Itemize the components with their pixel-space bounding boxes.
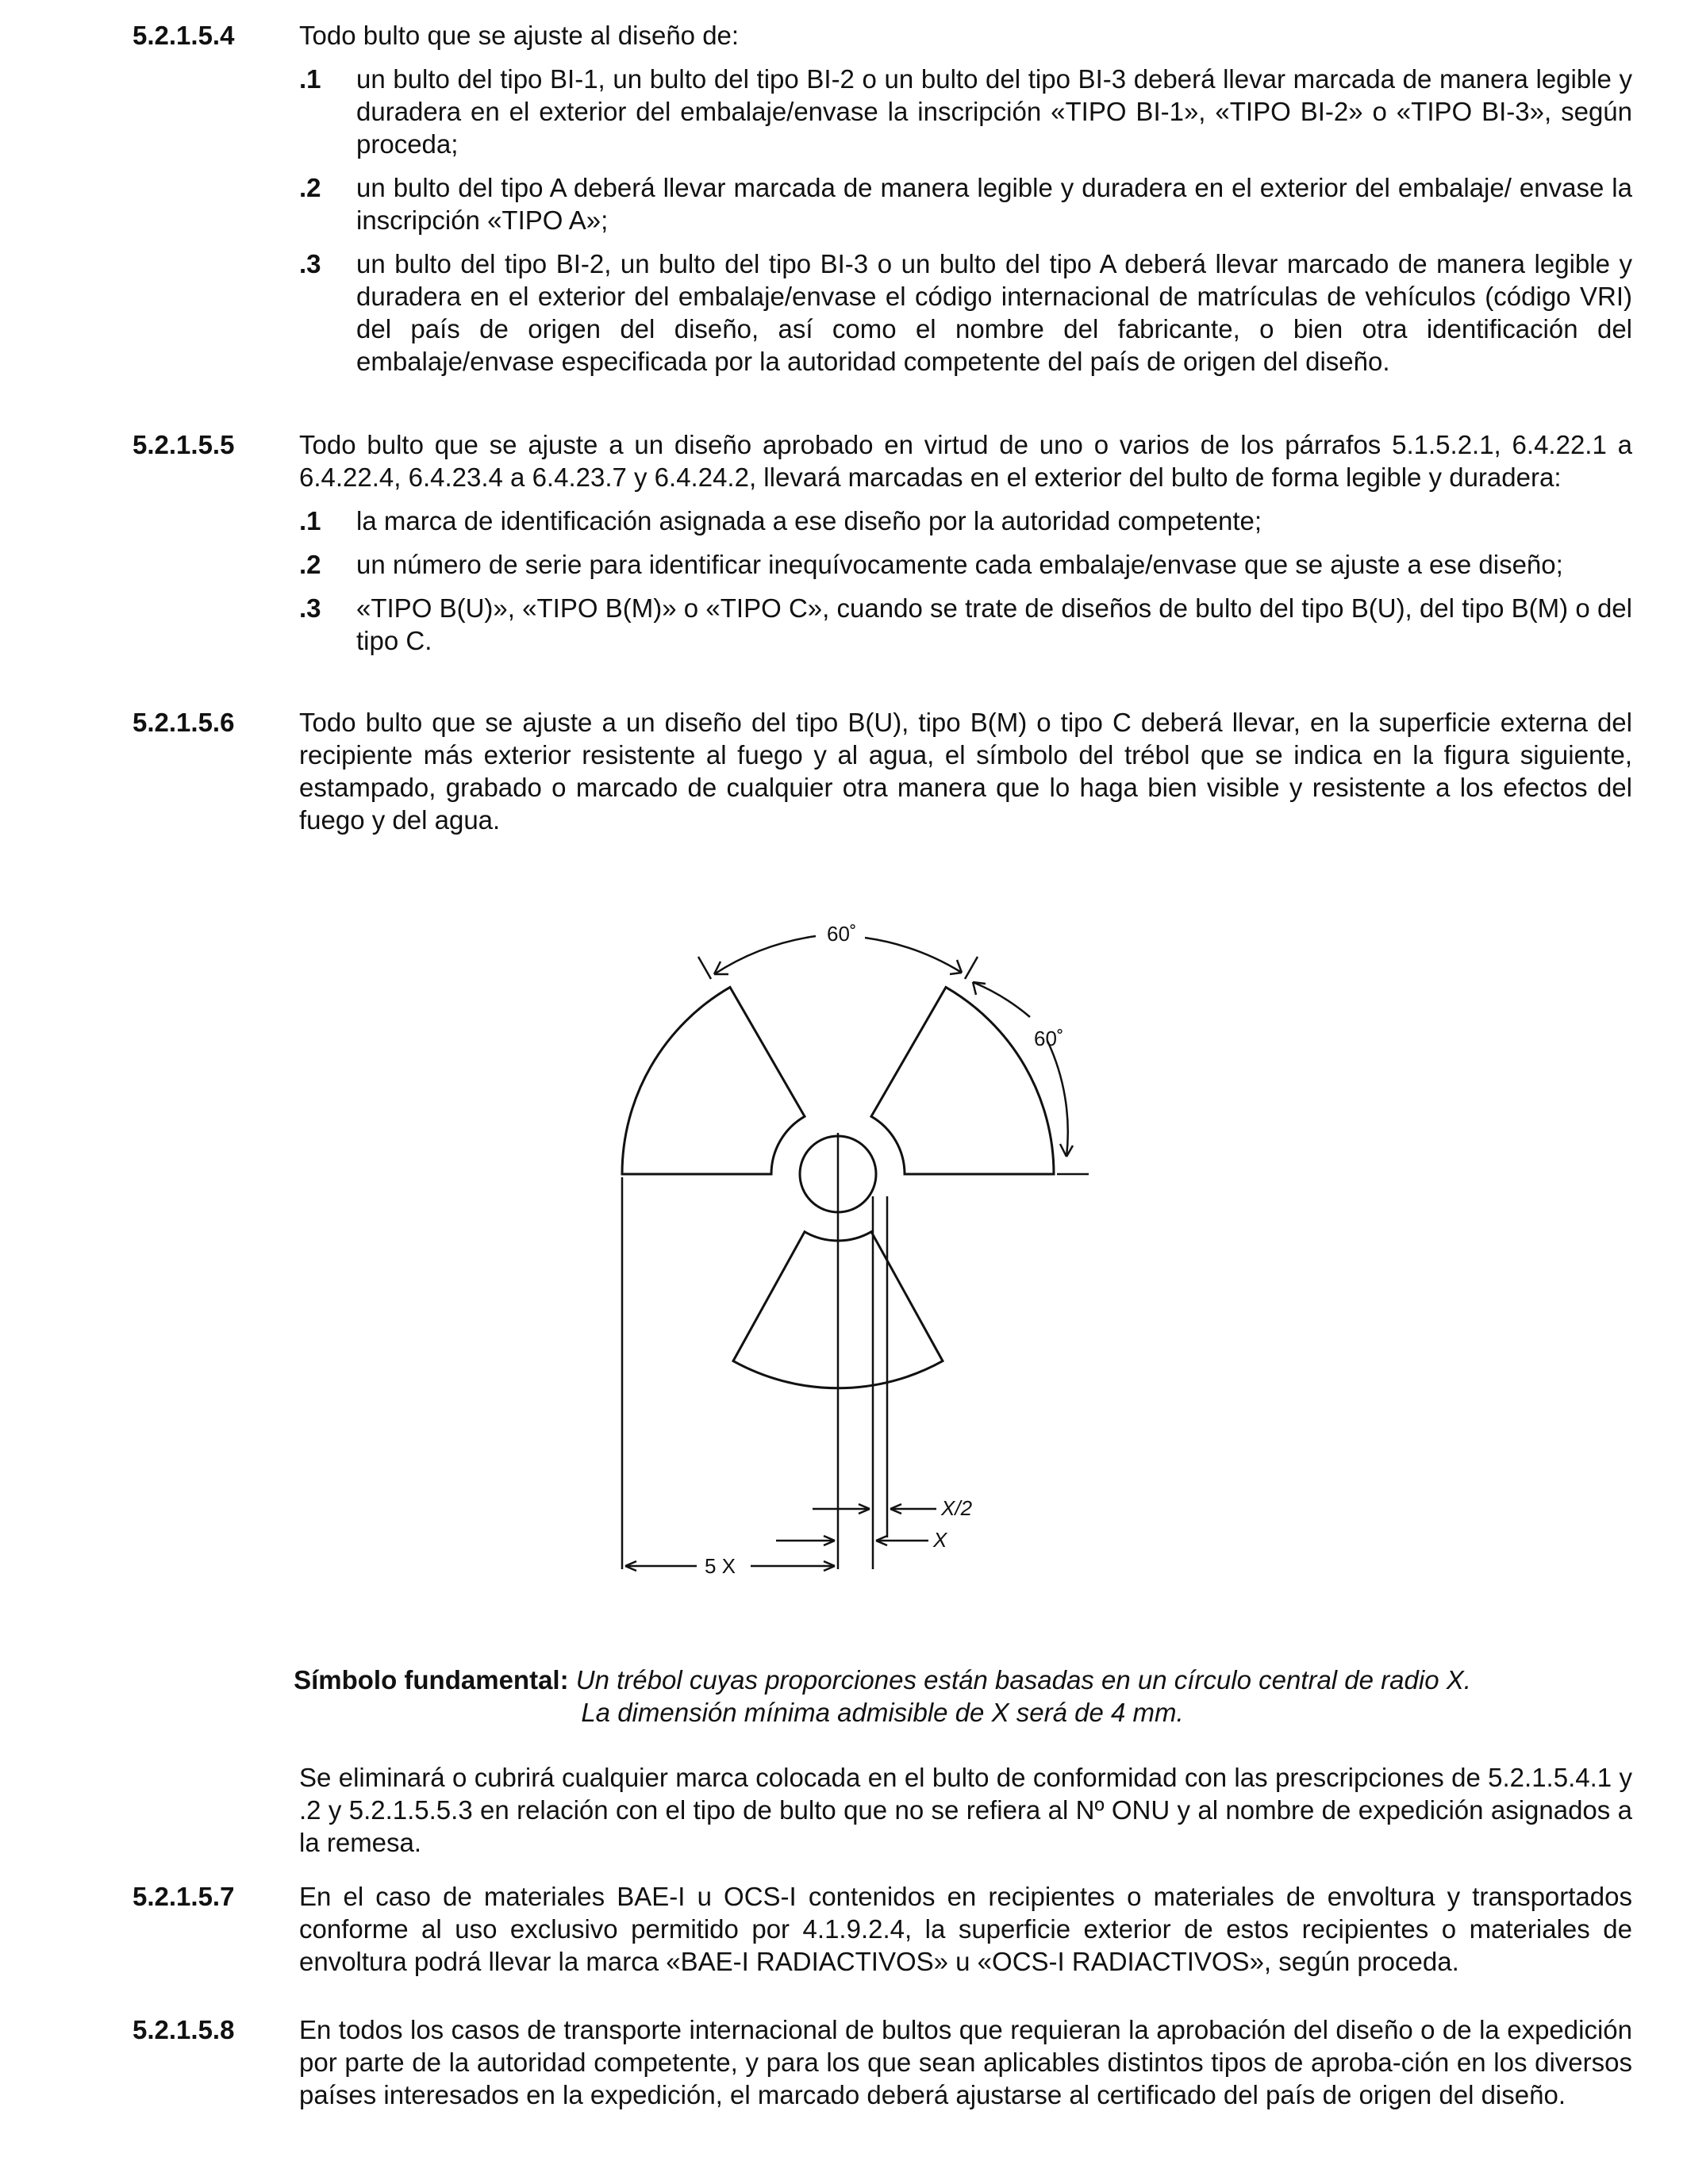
dimension-label-x: X (933, 1528, 947, 1552)
section-5-2-1-5-5 (133, 428, 1632, 657)
item-number: .2 (299, 550, 321, 579)
item-number: .3 (299, 593, 321, 623)
trefoil-figure (603, 895, 1111, 1609)
item-text: un bulto del tipo A deberá llevar marcada de manera legible y duradera en el exterior del embalaje/ envase la inscripción «TIPO A»; (356, 173, 1632, 235)
item-text: un bulto del tipo BI-2, un bulto del tipo BI-3 o un bulto del tipo A deberá llevar marcado de manera legible y duradera en el exterior del embalaje/envase el código internacional de matrículas de vehículos (código VRI) del país de origen del diseño, así como el nombre del fabricante, o bien otra identificación del embalaje/envase especificada por la autoridad competente del país de origen del diseño. (356, 249, 1632, 376)
section-intro: Todo bulto que se ajuste a un diseño aprobado en virtud de uno o varios de los párrafos 5.1.5.2.1, 6.4.22.1 a 6.4.22.4, 6.4.23.4 a 6.4.23.7 y 6.4.24.2, llevará marcadas en el exterior del bulto de forma legible y duradera: (299, 430, 1632, 492)
caption-bold: Símbolo fundamental: (294, 1665, 569, 1695)
section-text: En todos los casos de transporte internacional de bultos que requieran la aprobación del diseño o de la expedición por parte de la autoridad competente, y para los que sean aplicables distintos tipos de aproba-ción en los diversos países interesados en la expedición, el marcado deberá ajustarse al certificado del país de origen del diseño. (299, 2015, 1632, 2109)
dimension-label-5x: 5 X (705, 1554, 736, 1578)
item-number: .1 (299, 506, 321, 535)
caption-line-1: Un trébol cuyas proporciones están basadas en un círculo central de radio X. (575, 1665, 1471, 1695)
item-number: .2 (299, 173, 321, 202)
angle-label-top: 60˚ (827, 922, 857, 946)
list-item (299, 548, 1632, 581)
section-5-2-1-5-4 (133, 19, 1632, 378)
figure-caption (133, 1664, 1632, 1729)
section-intro: Todo bulto que se ajuste a un diseño del tipo B(U), tipo B(M) o tipo C deberá llevar, en la superficie externa del recipiente más exterior resistente al fuego y al agua, el símbolo del trébol que se indica en la figura siguiente, estampado, grabado o marcado de cualquier otra manera que lo haga bien visible y resistente a los efectos del fuego y del agua. (299, 708, 1632, 835)
item-number: .1 (299, 64, 321, 94)
item-text: un bulto del tipo BI-1, un bulto del tipo BI-2 o un bulto del tipo BI-3 deberá llevar marcada de manera legible y duradera en el exterior del embalaje/envase la inscripción «TIPO BI-1», «TIPO BI-2» o «TIPO BI-3», según proceda; (356, 64, 1632, 159)
caption-line-2: La dimensión mínima admisible de X será de 4 mm. (581, 1698, 1184, 1727)
section-number: 5.2.1.5.8 (133, 2015, 235, 2044)
list-item (299, 248, 1632, 378)
list-item (299, 171, 1632, 236)
section-number: 5.2.1.5.6 (133, 708, 235, 737)
section-number: 5.2.1.5.7 (133, 1882, 235, 1911)
item-text: «TIPO B(U)», «TIPO B(M)» o «TIPO C», cuando se trate de diseños de bulto del tipo B(U), del tipo B(M) o del tipo C. (356, 593, 1632, 655)
trefoil-blade-left (622, 987, 805, 1174)
paragraph-after-caption (133, 1761, 1632, 1859)
section-5-2-1-5-7 (133, 1880, 1632, 1978)
section-5-2-1-5-8 (133, 2013, 1632, 2111)
item-text: la marca de identificación asignada a ese diseño por la autoridad competente; (356, 506, 1262, 535)
angle-label-side: 60˚ (1034, 1027, 1064, 1050)
section-number: 5.2.1.5.5 (133, 430, 235, 459)
section-number: 5.2.1.5.4 (133, 21, 235, 50)
list-item (299, 592, 1632, 657)
section-intro: Todo bulto que se ajuste al diseño de: (299, 21, 740, 50)
item-text: un número de serie para identificar inequívocamente cada embalaje/envase que se ajuste a ese diseño; (356, 550, 1563, 579)
section-5-2-1-5-6 (133, 706, 1632, 836)
item-number: .3 (299, 249, 321, 278)
section-text: En el caso de materiales BAE-I u OCS-I contenidos en recipientes o materiales de envoltura y transportados conforme al uso exclusivo permitido por 4.1.9.2.4, la superficie exterior de estos recipientes o materiales de envoltura podrá llevar la marca «BAE-I RADIACTIVOS» u «OCS-I RADIACTIVOS», según proceda. (299, 1882, 1632, 1976)
paragraph-text: Se eliminará o cubrirá cualquier marca colocada en el bulto de conformidad con las prescripciones de 5.2.1.5.4.1 y .2 y 5.2.1.5.5.3 en relación con el tipo de bulto que no se refiera al Nº ONU y al nombre de expedición asignados a la remesa. (299, 1763, 1632, 1857)
list-item (299, 505, 1632, 537)
dimension-label-half-x: X/2 (941, 1496, 973, 1520)
list-item (299, 63, 1632, 160)
